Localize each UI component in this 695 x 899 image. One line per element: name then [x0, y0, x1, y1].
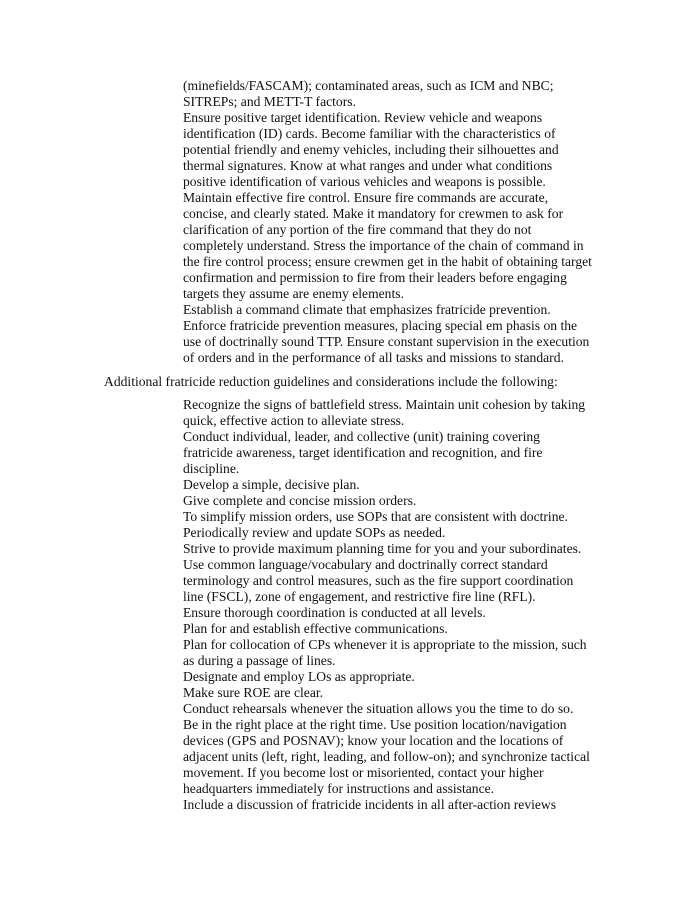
list1-item1-line2: SITREPs; and METT-T factors.: [183, 94, 356, 109]
list1-item3-line3: clarification of any portion of the fire command that they do not: [183, 222, 532, 237]
list2-item12: Make sure ROE are clear.: [183, 685, 324, 700]
list2-item10-line1: Plan for collocation of CPs whenever it is appropriate to the mission, such: [183, 637, 587, 652]
list1-item3-line7: targets they assume are enemy elements.: [183, 286, 404, 301]
list1-item2-line5: positive identification of various vehicles and weapons is possible.: [183, 174, 546, 189]
list2-item15: Include a discussion of fratricide incidents in all after-action reviews: [183, 797, 557, 812]
list2-item2-line2: fratricide awareness, target identification and recognition, and fire: [183, 445, 543, 460]
list2-item14-line5: headquarters immediately for instructions and assistance.: [183, 781, 495, 796]
list2-item4: Give complete and concise mission orders.: [183, 493, 417, 508]
list2-item11: Designate and employ LOs as appropriate.: [183, 669, 415, 684]
list1-item3-line5: the fire control process; ensure crewmen get in the habit of obtaining target: [183, 254, 592, 269]
list2-item10-line2: as during a passage of lines.: [183, 653, 336, 668]
list1-item4-line3: use of doctrinally sound TTP. Ensure constant supervision in the execution: [183, 334, 590, 349]
list2-item6: Strive to provide maximum planning time for you and your subordinates.: [183, 541, 582, 556]
list1-item3-line4: completely understand. Stress the importance of the chain of command in: [183, 238, 584, 253]
list2-item14-line1: Be in the right place at the right time. Use position location/navigation: [183, 717, 567, 732]
list2-item2-line3: discipline.: [183, 461, 240, 476]
intro-paragraph: Additional fratricide reduction guidelines and considerations include the following:: [104, 374, 558, 389]
list2-item7-line3: line (FSCL), zone of engagement, and restrictive fire line (RFL).: [183, 589, 536, 604]
list2-item7-line1: Use common language/vocabulary and doctrinally correct standard: [183, 557, 548, 572]
list2-item8: Ensure thorough coordination is conducted at all levels.: [183, 605, 486, 620]
list2-item3: Develop a simple, decisive plan.: [183, 477, 360, 492]
list1-item1-line1: (minefields/FASCAM); contaminated areas, such as ICM and NBC;: [183, 78, 554, 93]
list1-item2-line4: thermal signatures. Know at what ranges and under what conditions: [183, 158, 553, 173]
list2-item14-line4: movement. If you become lost or misoriented, contact your higher: [183, 765, 544, 780]
list2-item5-line1: To simplify mission orders, use SOPs that are consistent with doctrine.: [183, 509, 568, 524]
list1-item2-line3: potential friendly and enemy vehicles, including their silhouettes and: [183, 142, 559, 157]
list1-item2-line2: identification (ID) cards. Become familiar with the characteristics of: [183, 126, 556, 141]
list1-item4-line4: of orders and in the performance of all tasks and missions to standard.: [183, 350, 564, 365]
list1-item3-line6: confirmation and permission to fire from their leaders before engaging: [183, 270, 567, 285]
list2-item13: Conduct rehearsals whenever the situation allows you the time to do so.: [183, 701, 574, 716]
list2-item9: Plan for and establish effective communications.: [183, 621, 448, 636]
list2-item2-line1: Conduct individual, leader, and collective (unit) training covering: [183, 429, 540, 444]
list2-item1-line1: Recognize the signs of battlefield stress. Maintain unit cohesion by taking: [183, 397, 586, 412]
list2-item7-line2: terminology and control measures, such as the fire support coordination: [183, 573, 574, 588]
list2-item14-line2: devices (GPS and POSNAV); know your location and the locations of: [183, 733, 564, 748]
list2-item5-line2: Periodically review and update SOPs as needed.: [183, 525, 446, 540]
list2-item1-line2: quick, effective action to alleviate stress.: [183, 413, 405, 428]
list1-item4-line1: Establish a command climate that emphasizes fratricide prevention.: [183, 302, 551, 317]
list1-item4-line2: Enforce fratricide prevention measures, placing special em phasis on the: [183, 318, 578, 333]
list1-item3-line1: Maintain effective fire control. Ensure fire commands are accurate,: [183, 190, 549, 205]
list1-item3-line2: concise, and clearly stated. Make it mandatory for crewmen to ask for: [183, 206, 564, 221]
list2-item14-line3: adjacent units (left, right, leading, and follow-on); and synchronize tactical: [183, 749, 590, 764]
list1-item2-line1: Ensure positive target identification. Review vehicle and weapons: [183, 110, 543, 125]
